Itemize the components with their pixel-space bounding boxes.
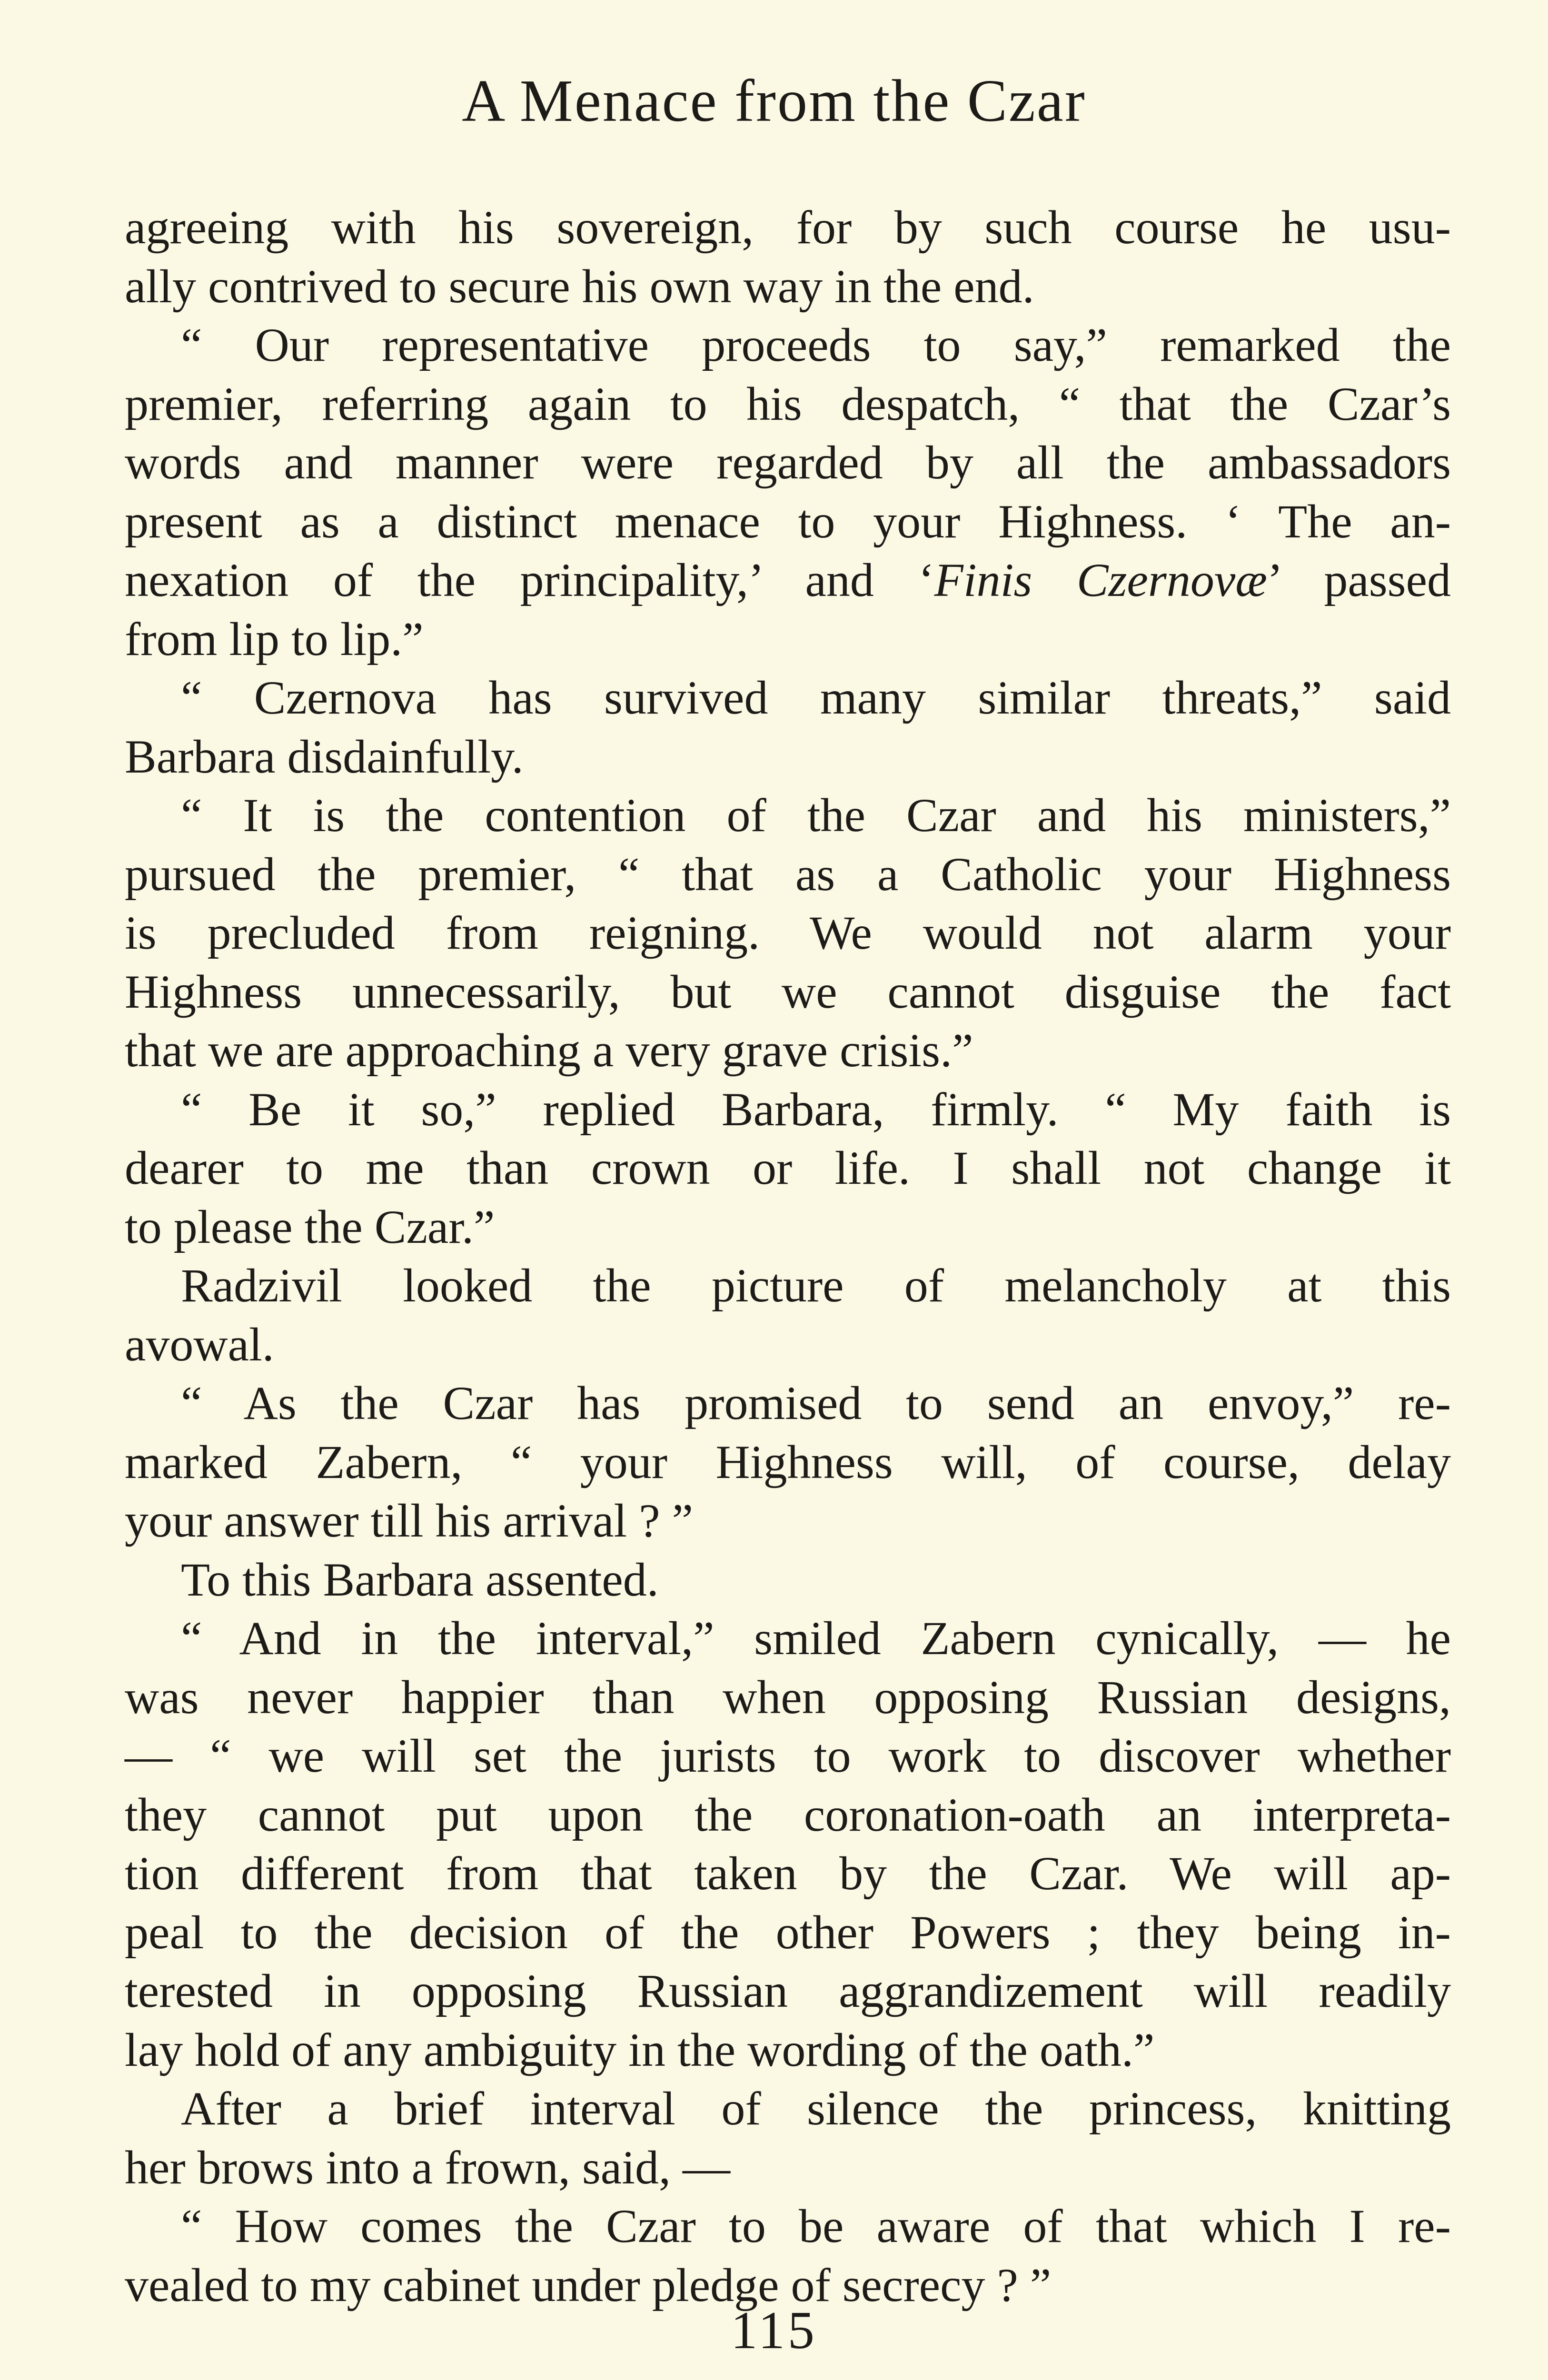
- text-line: “ And in the interval,” smiled Zabern cynically, — he: [181, 1612, 1451, 1665]
- text-line: they cannot put upon the coronation-oath an interpreta-: [125, 1788, 1451, 1841]
- text-line: premier, referring again to his despatch, “ that the Czar’s: [125, 377, 1451, 430]
- text-line: your answer till his arrival ? ”: [125, 1494, 694, 1547]
- text-fragment: ’ passed: [1267, 554, 1451, 606]
- text-fragment: nexation of the principality,’ and ‘: [125, 554, 934, 606]
- running-head: A Menace from the Czar: [462, 68, 1086, 134]
- text-line: her brows into a frown, said, —: [125, 2141, 730, 2194]
- text-line: to please the Czar.”: [125, 1200, 495, 1253]
- text-line: terested in opposing Russian aggrandizement will readily: [125, 1964, 1451, 2017]
- text-line: pursued the premier, “ that as a Catholic your Highness: [125, 847, 1451, 901]
- text-line: — “ we will set the jurists to work to discover whether: [125, 1729, 1451, 1782]
- text-line: is precluded from reigning. We would not alarm your: [125, 906, 1451, 959]
- text-line: lay hold of any ambiguity in the wording of the oath.”: [125, 2023, 1155, 2076]
- text-line: dearer to me than crown or life. I shall not change it: [125, 1141, 1451, 1194]
- text-line: Barbara disdainfully.: [125, 730, 524, 783]
- text-line: Highness unnecessarily, but we cannot disguise the fact: [125, 965, 1451, 1018]
- body-text: [125, 198, 1451, 2314]
- text-line: present as a distinct menace to your Highness. ‘ The an-: [125, 495, 1451, 548]
- page-number: 115: [731, 2301, 817, 2360]
- italic-title: Finis Czernovæ: [934, 554, 1267, 606]
- text-line: “ It is the contention of the Czar and his ministers,”: [181, 789, 1451, 842]
- text-line: [125, 551, 1451, 610]
- text-line: marked Zabern, “ your Highness will, of course, delay: [125, 1435, 1451, 1488]
- text-line: from lip to lip.”: [125, 612, 424, 665]
- text-line: that we are approaching a very grave crisis.”: [125, 1024, 973, 1077]
- text-line: “ Czernova has survived many similar threats,” said: [181, 671, 1451, 724]
- text-line: To this Barbara assented.: [181, 1553, 659, 1606]
- text-line: ally contrived to secure his own way in the end.: [125, 259, 1034, 313]
- text-line: tion different from that taken by the Czar. We will ap-: [125, 1847, 1451, 1900]
- text-line: avowal.: [125, 1318, 274, 1371]
- text-line: was never happier than when opposing Russian designs,: [125, 1670, 1451, 1724]
- text-line: vealed to my cabinet under pledge of secrecy ? ”: [125, 2258, 1052, 2311]
- text-line: “ How comes the Czar to be aware of that which I re-: [181, 2200, 1451, 2252]
- text-line: “ Be it so,” replied Barbara, firmly. “ My faith is: [181, 1082, 1451, 1136]
- text-line: After a brief interval of silence the princess, knitting: [181, 2082, 1451, 2135]
- text-line: peal to the decision of the other Powers ; they being in-: [125, 1905, 1451, 1959]
- text-line: “ Our representative proceeds to say,” remarked the: [181, 318, 1451, 371]
- text-line: agreeing with his sovereign, for by such course he usu-: [125, 201, 1451, 254]
- text-line: words and manner were regarded by all the ambassadors: [125, 436, 1451, 489]
- text-line: “ As the Czar has promised to send an envoy,” re-: [181, 1377, 1451, 1429]
- text-line: Radzivil looked the picture of melancholy at this: [181, 1259, 1451, 1312]
